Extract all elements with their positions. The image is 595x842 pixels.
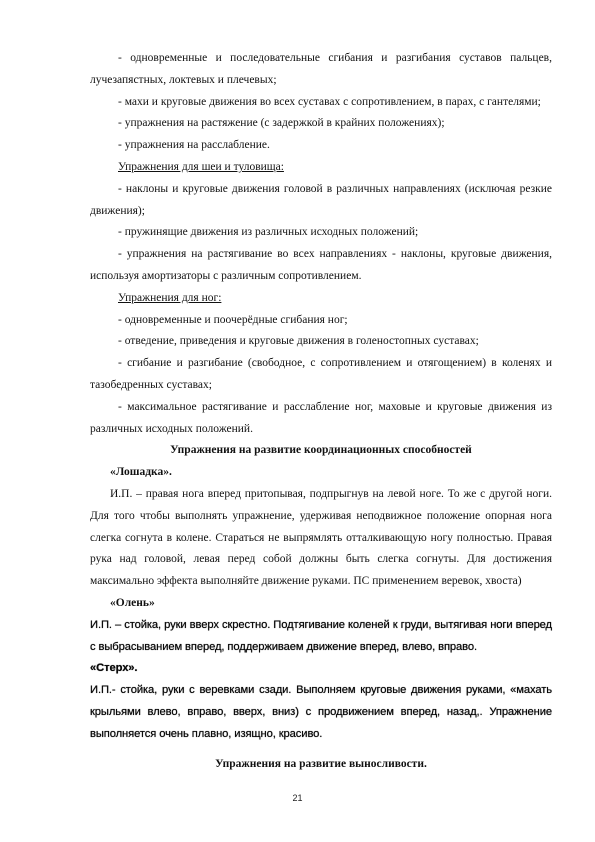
- exercise-title-horse: «Лошадка».: [110, 466, 172, 479]
- section-subheading-legs: [90, 288, 552, 310]
- exercise-title-stork: «Стерх».: [90, 662, 138, 675]
- text-line: - одновременные и последовательные сгибания и разгибания суставов пальцев, лучезапястных, локтевых и плечевых;: [90, 52, 552, 86]
- exercise-text-deer: И.П. – стойка, руки вверх скрестно. Подтягивание коленей к груди, вытягивая ноги вперед с выбрасыванием вперед, поддерживаем движение вперед, влево, вправо.: [90, 618, 552, 653]
- text-line: - упражнения на растяжение (с задержкой в крайних положениях);: [118, 117, 445, 130]
- text-line: - сгибание и разгибание (свободное, с сопротивлением и отягощением) в коленях и тазобедренных суставах;: [90, 357, 552, 391]
- text-line: - одновременные и поочерёдные сгибания ног;: [118, 313, 348, 326]
- subheading-text: Упражнения для ног:: [118, 291, 222, 304]
- text-line: - упражнения на расслабление.: [118, 139, 270, 152]
- section-heading-coordination: Упражнения на развитие координационных способностей: [170, 444, 472, 457]
- text-line: - пружинящие движения из различных исходных положений;: [118, 226, 419, 239]
- page-number: 21: [292, 793, 303, 803]
- text-line: - наклоны и круговые движения головой в различных направлениях (исключая резкие движения);: [90, 182, 552, 217]
- subheading-text: Упражнения для шеи и туловища:: [118, 160, 284, 173]
- exercise-text-horse: И.П. – правая нога вперед притопывая, подпрыгнув на левой ноге. То же с другой ноги. Для того чтобы выполнять упражнение, удерживая неподвижное положение опорная нога слегка согнута в колене. Стараться не выпрямлять отталкивающую ногу полностью. Правая рука над головой, левая перед собой должны быть слегка согнуты. Для достижения максимально эффекта выполняйте движение руками. ПС применением веревок, хвоста): [90, 487, 552, 588]
- text-line: - махи и круговые движения во всех суставах с сопротивлением, в парах, с гантелями;: [118, 95, 541, 108]
- exercise-title-deer: «Олень»: [110, 596, 155, 609]
- section-heading-endurance: Упражнения на развитие выносливости.: [215, 757, 427, 770]
- section-subheading-neck: [90, 157, 552, 179]
- text-line: - максимальное растягивание и расслабление ног, маховые и круговые движения из различных исходных положений.: [90, 400, 552, 435]
- text-line: - отведение, приведения и круговые движения в голеностопных суставах;: [118, 335, 479, 348]
- document-body: [90, 48, 552, 775]
- text-line: - упражнения на растягивание во всех направлениях - наклоны, круговые движения, используя амортизаторы с различным сопротивлением.: [90, 248, 552, 282]
- exercise-text-stork: И.П.- стойка, руки с веревками сзади. Выполняем круговые движения руками, «махать крыльями влево, вправо, вверх, вниз) с продвижением вперед, назад,. Упражнение выполняется очень плавно, изящно, красиво.: [90, 684, 552, 740]
